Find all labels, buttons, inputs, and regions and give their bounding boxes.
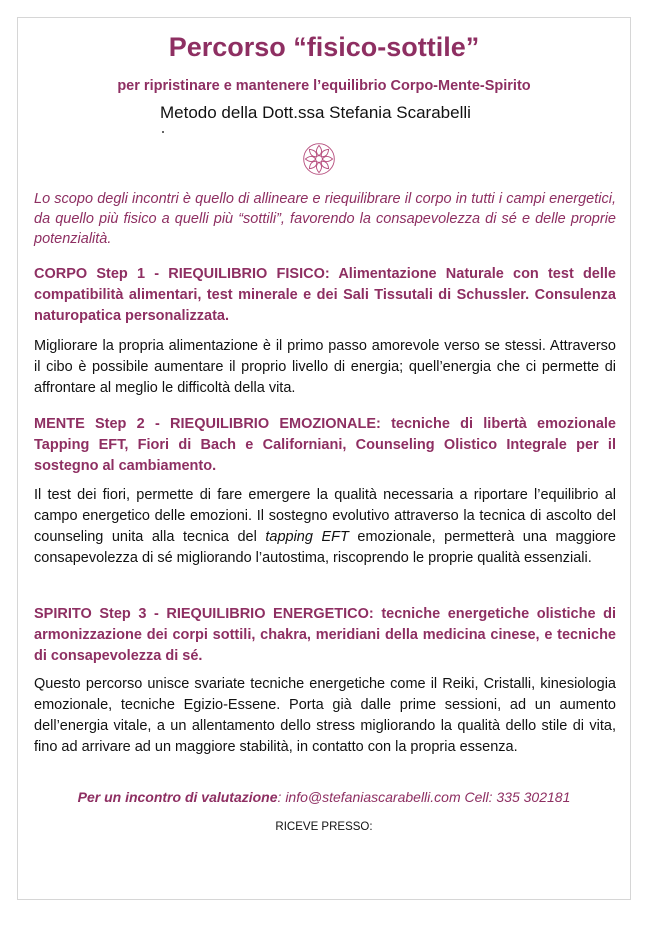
- step-3-heading: SPIRITO Step 3 - RIEQUILIBRIO ENERGETICO: tecniche energetiche olistiche di armonizzazione dei corpi sottili, chakra, meridiani della medicina cinese, e tecniche di consapevolezza di sé.: [34, 606, 616, 664]
- contact-email[interactable]: info@stefaniascarabelli.com: [285, 789, 461, 805]
- receives-at-label: RICEVE PRESSO:: [275, 821, 373, 833]
- contact-label: Per un incontro di valutazione: [77, 789, 278, 805]
- stray-dot: [162, 131, 164, 133]
- step-3-body: Questo percorso unisce svariate tecniche energetiche come il Reiki, Cristalli, kinesiologia emozionale, tecniche Egizio-Essene. Porta già dalle prime sessioni, ad un aumento dell’energia vitale, a un allentamento dello stress migliorando la qualità dello stile di vita, fino ad arrivare ad un maggiore stabilità, in contatto con la propria essenza.: [34, 676, 616, 755]
- intro-paragraph: Lo scopo degli incontri è quello di allineare e riequilibrare il corpo in tutti i campi energetici, da quello più fisico a quelli più “sottili”, favorendo la consapevolezza di sé e delle proprie potenzialità.: [34, 191, 616, 247]
- step-1-heading: CORPO Step 1 - RIEQUILIBRIO FISICO: Alimentazione Naturale con test delle compatibilità alimentari, test minerale e dei Sali Tissutali di Schussler. Consulenza naturopatica personalizzata.: [34, 266, 616, 324]
- step-2-heading: MENTE Step 2 - RIEQUILIBRIO EMOZIONALE: tecniche di libertà emozionale Tapping EFT, Fiori di Bach e Californiani, Counseling Olistico Integrale per il sostegno al cambiamento.: [34, 416, 616, 474]
- page-title: Percorso “fisico-sottile”: [168, 32, 480, 62]
- step-1-body: Migliorare la propria alimentazione è il primo passo amorevole verso se stessi. Attraverso il cibo è possibile aumentare il proprio livello di energia; quell’energia che ci permette di affrontare al meglio le difficoltà della vita.: [34, 338, 616, 396]
- contact-line: Per un incontro di valutazione: info@stefaniascarabelli.com Cell: 335 302181: [77, 789, 571, 805]
- tapping-eft-emphasis: tapping EFT: [265, 529, 349, 545]
- flyer-page: [17, 17, 631, 900]
- contact-phone: Cell: 335 302181: [460, 789, 571, 805]
- subtitle: per ripristinare e mantenere l’equilibrio Corpo-Mente-Spirito: [117, 78, 531, 94]
- method-author: Metodo della Dott.ssa Stefania Scarabelli: [160, 103, 471, 122]
- step-2-body: Il test dei fiori, permette di fare emergere la qualità necessaria a riportare l’equilibrio al campo energetico delle emozioni. Il sostegno evolutivo attraverso la tecnica di ascolto del counseling unita alla tecnica del tapping EFT emozionale, permetterà una maggiore consapevolezza di sé migliorando l’autostima, riscoprendo le proprie qualità essenziali.: [34, 487, 616, 566]
- floral-mandala-icon: [302, 142, 336, 176]
